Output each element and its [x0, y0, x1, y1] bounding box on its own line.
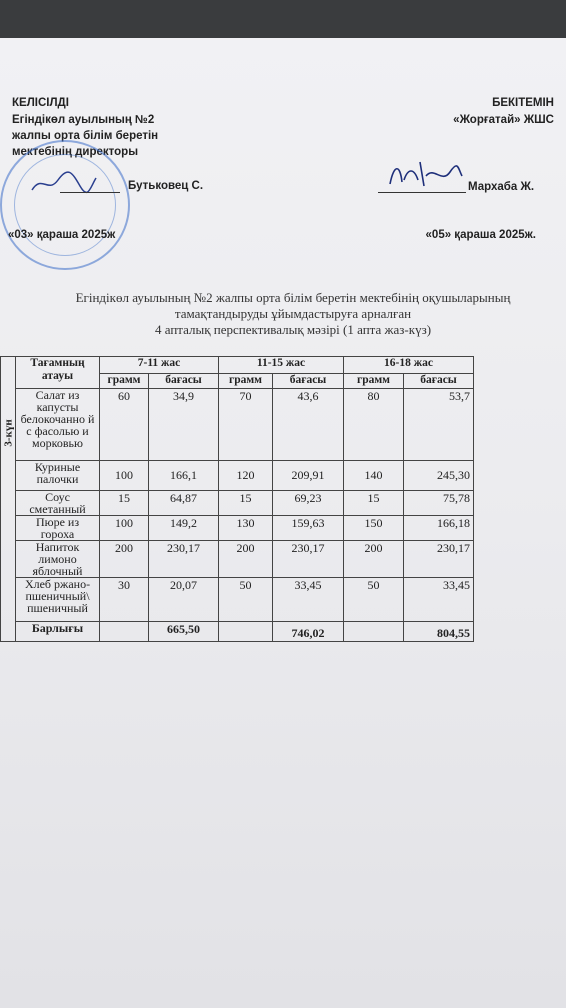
gram-value: 200 — [344, 541, 404, 578]
gram-value: 100 — [100, 461, 149, 491]
gram-value: 200 — [219, 541, 273, 578]
price-value: 20,07 — [149, 578, 219, 622]
gram-value: 50 — [219, 578, 273, 622]
dish-name: Куриные палочки — [16, 461, 100, 491]
right-date: «05» қараша 2025ж. — [425, 229, 536, 241]
price-value: 34,9 — [149, 389, 219, 461]
table-row — [1, 516, 474, 541]
gram-value: 15 — [344, 491, 404, 516]
dish-name: Пюре из гороха — [16, 516, 100, 541]
price-value: 230,17 — [149, 541, 219, 578]
table-row — [1, 389, 474, 461]
price-header: бағасы — [149, 374, 219, 389]
school-line-2: жалпы орта білім беретін — [12, 130, 159, 142]
left-signature-line — [60, 192, 120, 193]
gram-value: 130 — [219, 516, 273, 541]
total-gram-cell — [100, 622, 149, 642]
gram-value: 60 — [100, 389, 149, 461]
dish-name: Хлеб ржано-пшеничный\ пшеничный — [16, 578, 100, 622]
table-row — [1, 541, 474, 578]
price-value: 245,30 — [404, 461, 474, 491]
gram-header: грамм — [344, 374, 404, 389]
gram-value: 50 — [344, 578, 404, 622]
price-header: бағасы — [404, 374, 474, 389]
right-signature — [384, 150, 464, 195]
price-value: 209,91 — [273, 461, 344, 491]
total-16-18: 804,55 — [404, 622, 474, 642]
approved-heading: БЕКІТЕМІН — [492, 97, 554, 109]
company-name: «Жорғатай» ЖШС — [453, 114, 554, 126]
gram-header: грамм — [100, 374, 149, 389]
dish-name: Соус сметанный — [16, 491, 100, 516]
price-value: 33,45 — [404, 578, 474, 622]
table-row — [1, 461, 474, 491]
gram-value: 80 — [344, 389, 404, 461]
price-value: 64,87 — [149, 491, 219, 516]
left-signature — [28, 168, 98, 198]
table-row — [1, 491, 474, 516]
price-value: 149,2 — [149, 516, 219, 541]
dish-header: Тағамның атауы — [16, 357, 100, 389]
table-row — [1, 578, 474, 622]
agreed-heading: КЕЛІСІЛДІ — [12, 97, 69, 109]
price-value: 53,7 — [404, 389, 474, 461]
price-value: 166,18 — [404, 516, 474, 541]
total-label: Барлығы — [16, 622, 100, 642]
menu-table — [0, 356, 474, 642]
price-value: 166,1 — [149, 461, 219, 491]
left-date: «03» қараша 2025ж — [8, 229, 116, 241]
dish-name: Напиток лимоно яблочный — [16, 541, 100, 578]
dish-name: Салат из капусты белокочанно й с фасолью и морковью — [16, 389, 100, 461]
age-11-15-header: 11-15 жас — [219, 357, 344, 374]
price-value: 230,17 — [273, 541, 344, 578]
price-header: бағасы — [273, 374, 344, 389]
day-cell — [1, 357, 16, 642]
gram-value: 30 — [100, 578, 149, 622]
gram-value: 120 — [219, 461, 273, 491]
school-line-3: мектебінің директоры — [12, 146, 139, 158]
price-value: 33,45 — [273, 578, 344, 622]
price-value: 69,23 — [273, 491, 344, 516]
gram-value: 15 — [219, 491, 273, 516]
gram-header: грамм — [219, 374, 273, 389]
left-signatory: Бутьковец С. — [128, 180, 204, 192]
age-7-11-header: 7-11 жас — [100, 357, 219, 374]
menu-title-line-2: тамақтандыруды ұйымдастыруға арналған — [174, 306, 412, 321]
price-value: 230,17 — [404, 541, 474, 578]
gram-value: 70 — [219, 389, 273, 461]
total-11-15: 746,02 — [273, 622, 344, 642]
gram-value: 100 — [100, 516, 149, 541]
gram-value: 140 — [344, 461, 404, 491]
total-row — [1, 622, 474, 642]
age-16-18-header: 16-18 жас — [344, 357, 474, 374]
day-label: 3-күн — [2, 419, 15, 447]
price-value: 75,78 — [404, 491, 474, 516]
gram-value: 150 — [344, 516, 404, 541]
total-gram-cell — [344, 622, 404, 642]
menu-title-line-3: 4 апталық перспективалық мәзірі (1 апта жаз-күз) — [154, 322, 432, 337]
right-signature-line — [378, 192, 466, 193]
gram-value: 15 — [100, 491, 149, 516]
menu-title-line-1: Егіндікөл ауылының №2 жалпы орта білім беретін мектебінің оқушыларының — [75, 290, 511, 305]
price-value: 159,63 — [273, 516, 344, 541]
price-value: 43,6 — [273, 389, 344, 461]
total-7-11: 665,50 — [149, 622, 219, 642]
gram-value: 200 — [100, 541, 149, 578]
right-signatory: Мархаба Ж. — [468, 181, 535, 193]
school-line-1: Егіндікөл ауылының №2 — [12, 114, 155, 126]
total-gram-cell — [219, 622, 273, 642]
